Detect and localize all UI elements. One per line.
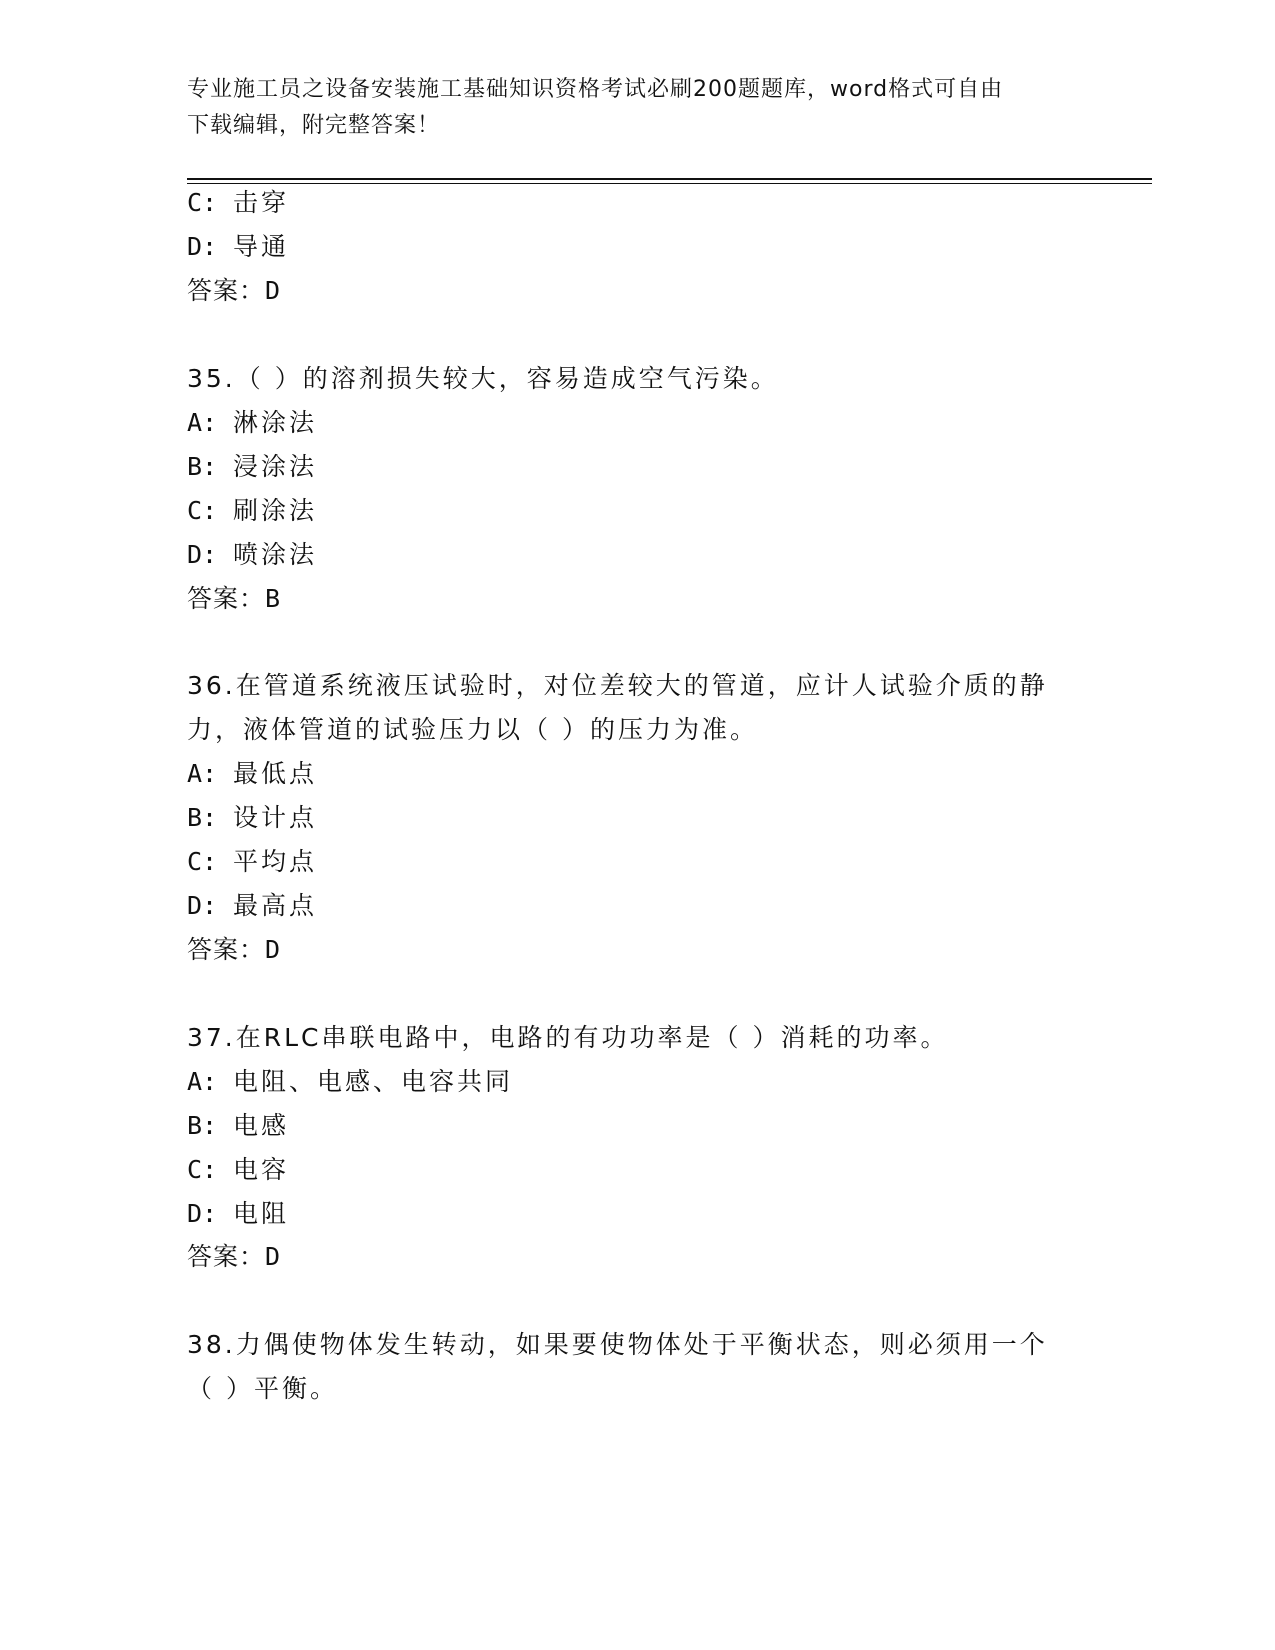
option-text: 平均点 — [233, 847, 318, 876]
option-letter: A: — [187, 759, 218, 788]
q36-answer — [187, 933, 283, 967]
option-letter: D: — [187, 1199, 218, 1228]
header-divider-thick — [187, 178, 1152, 180]
q37-option-b — [187, 1109, 289, 1143]
option-text: 最高点 — [233, 891, 318, 920]
header-title-line-1: 专业施工员之设备安装施工基础知识资格考试必刷200题题库，word格式可自由 — [187, 77, 1004, 102]
q35-option-b — [187, 450, 317, 484]
option-letter: B: — [187, 1111, 218, 1140]
answer-label: 答案： — [187, 935, 266, 964]
answer-value: D — [265, 1242, 284, 1271]
q36-option-d — [187, 889, 317, 923]
option-text: 导通 — [233, 232, 290, 261]
answer-value: B — [265, 584, 284, 613]
q36-option-c — [187, 845, 317, 879]
option-text: 电容 — [233, 1155, 290, 1184]
option-letter: B: — [187, 803, 218, 832]
answer-label: 答案： — [187, 584, 266, 613]
q35-option-d — [187, 538, 317, 572]
header-divider-thin — [187, 183, 1152, 184]
option-text: 电阻、电感、电容共同 — [233, 1067, 514, 1096]
header-title-line-2: 下载编辑，附完整答案！ — [187, 113, 441, 138]
option-letter: D: — [187, 891, 218, 920]
q34-answer — [187, 274, 283, 308]
q35-option-c — [187, 494, 317, 528]
option-text: 最低点 — [233, 759, 318, 788]
answer-value: D — [265, 935, 284, 964]
q34-option-c — [187, 186, 289, 220]
option-text: 刷涂法 — [233, 496, 318, 525]
option-letter: D: — [187, 232, 218, 261]
q36-stem-line-1: 36.在管道系统液压试验时，对位差较大的管道，应计人试验介质的静 — [187, 671, 1048, 700]
q34-option-d — [187, 230, 289, 264]
option-letter: A: — [187, 408, 218, 437]
option-letter: C: — [187, 847, 218, 876]
option-letter: C: — [187, 496, 218, 525]
q36-stem-line-2: 力，液体管道的试验压力以（ ）的压力为准。 — [187, 715, 758, 744]
option-text: 喷涂法 — [233, 540, 318, 569]
answer-label: 答案： — [187, 1242, 266, 1271]
q37-option-c — [187, 1153, 289, 1187]
option-text: 电阻 — [233, 1199, 290, 1228]
option-letter: C: — [187, 1155, 218, 1184]
q37-option-d — [187, 1197, 289, 1231]
option-text: 淋涂法 — [233, 408, 318, 437]
option-text: 电感 — [233, 1111, 290, 1140]
option-text: 设计点 — [233, 803, 318, 832]
q35-answer — [187, 582, 283, 616]
q37-answer — [187, 1240, 283, 1274]
page-header — [187, 72, 1067, 144]
q38-stem-line-2: （ ）平衡。 — [187, 1374, 338, 1403]
q36-option-b — [187, 801, 317, 835]
option-letter: A: — [187, 1067, 218, 1096]
option-letter: D: — [187, 540, 218, 569]
q35-stem: 35.（ ）的溶剂损失较大，容易造成空气污染。 — [187, 364, 779, 393]
option-letter: C: — [187, 188, 218, 217]
q36-option-a — [187, 757, 317, 791]
q37-stem: 37.在RLC串联电路中，电路的有功功率是（ ）消耗的功率。 — [187, 1023, 949, 1052]
answer-label: 答案： — [187, 276, 266, 305]
q38-stem-line-1: 38.力偶使物体发生转动，如果要使物体处于平衡状态，则必须用一个 — [187, 1330, 1048, 1359]
option-text: 浸涂法 — [233, 452, 318, 481]
q37-option-a — [187, 1065, 513, 1099]
answer-value: D — [265, 276, 284, 305]
option-text: 击穿 — [233, 188, 290, 217]
option-letter: B: — [187, 452, 218, 481]
q35-option-a — [187, 406, 317, 440]
